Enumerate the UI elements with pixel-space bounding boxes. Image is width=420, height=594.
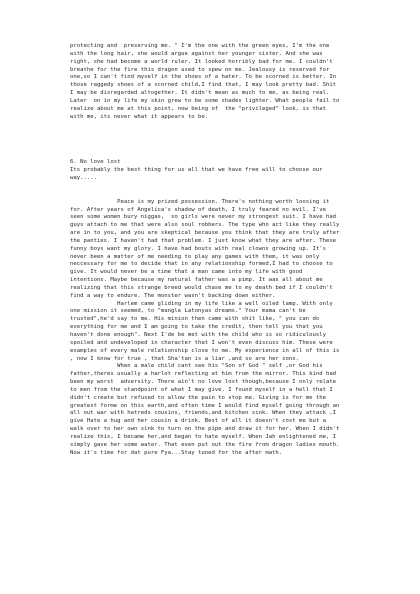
text-line: one mission it seemed, to "mangle Latonyas dreams." Your mama can't be (70, 308, 306, 315)
text-line: for. After years of Angelica's shadow of death, I truly feared no evil. I've (70, 206, 326, 213)
text-line: one,so I can't find myself in the shoes of a hater. To be scorned is better. In (70, 74, 337, 81)
text-line: realize this, I became her,and began to hate myself. When Jah enlightened me, I (70, 433, 337, 440)
text-line: I may be disregarded altogether. It didn't mean as much to me, as being real. (70, 90, 330, 97)
text-line: those raggedy shoes of a scorned child,I find that, I may look pretty bad. Shit (70, 82, 337, 89)
paragraph-gap (70, 191, 400, 199)
section-1-body (70, 43, 400, 121)
text-line: seen some women bury niggas, so girls were never my strongest suit. I have had (70, 214, 337, 221)
section-gap (70, 121, 400, 159)
text-line: with me, its never what it appears to be. (70, 113, 209, 120)
text-line: find a way to endure. The monster wasn't backing down either. (70, 292, 276, 299)
text-line: give. It would never be a time that a man came into my life with good (70, 269, 303, 276)
text-line: are in to you, and you are skeptical because you think that they are truly after (70, 230, 340, 237)
text-line: walk over to her own sink to turn on the pipe and draw it for her. When I didn't (70, 426, 340, 433)
text-line: way..... (70, 175, 97, 182)
text-line: , now I know for true , that Sha'tan is a liar ,and so are her sons. (70, 355, 300, 362)
text-line: Peace is my prized possession. There's nothing worth loosing it (70, 198, 330, 205)
text-line: Later on in my life my skin grew to be some shades lighter. What people fail to (70, 97, 340, 104)
text-line: greatest forme on this earth,and often time I would find myself going through an (70, 402, 340, 409)
text-line: neccessary for me to decide that in any relationship formed,I had to choose to (70, 261, 333, 268)
text-line: intentions. Maybe because my natural father was a pimp. It was all about me (70, 277, 323, 284)
text-line: realizing that this strange breed would chase me to my death bed if I couldn't (70, 284, 333, 291)
section-2-body (70, 199, 400, 458)
text-line: been my worst adversity. There ain't no love lost though,because I only relate (70, 379, 337, 386)
text-line: never been a matter of me needing to play any games with them, it was only (70, 253, 320, 260)
text-line: Now it's time for dat pure Fya...Stay tuned for the after math. (70, 449, 283, 456)
text-line: When a male child cant see his "Son of God " self ,or God his (70, 363, 323, 370)
chapter-intro (70, 167, 400, 183)
text-line: examples of every male relationship close to me. My experience in all of this is (70, 347, 340, 354)
text-line: right, she had become a world ruler. It looked horribly bad for me. I couldn't (70, 58, 333, 65)
text-line: simply gave her some water. That even put out the fire from dragon ladies mouth. (70, 441, 340, 448)
text-line: breathe for the fire this dragon used to spew on me. Jealousy is reserved for (70, 66, 330, 73)
text-line: didn't create but refused to allow the pain to stop me. Giving is for me the (70, 394, 326, 401)
text-line: protecting and preserving me. " I'm the one with the green eyes, I'm the one (70, 43, 330, 49)
text-line: with the long hair, she would argue against her younger sister. And she was (70, 50, 323, 57)
text-line: give Hate a hug and her cousin a drink. Best of all it doesn't cost me but a (70, 418, 326, 425)
text-line: Harlem came gliding in my life like a well oiled lamp. With only (70, 300, 333, 307)
paragraph-gap (70, 183, 400, 191)
text-line: all out war with hatreds cousins, friends,and kitchen sink. When they attack ,I (70, 410, 337, 417)
text-line: guys attach to me that were also soul robbers. The type who act like they really (70, 222, 340, 229)
text-line: everything for me and I am going to take the credit, then tell you that you (70, 324, 323, 331)
text-line: realize about me at this point, now being of the "privileged" look, is that (70, 105, 326, 112)
text-line: funny boys want my glory. I have had bouts with real clowns growing up. It's (70, 245, 326, 252)
text-line: the panties. I haven't had that problem. I just know what they are after. These (70, 237, 337, 244)
text-line: spoiled and undeveloped in character that I won't even discuss him. These were (70, 339, 333, 346)
text-line: haven't done enough". Next I'de be met with the child who is so ridiculously (70, 332, 326, 338)
text-line: trusted",he'd say to me. His minion then came with shit like, " you can do (70, 316, 320, 323)
chapter-heading: 6. No love lost (70, 159, 121, 166)
text-line: Its probably the best thing for us all that we have free will to choose our (70, 167, 323, 174)
text-line: to men from the standpoint of what I may give. I found myself in a hell that I (70, 386, 333, 393)
text-line: father,theres usually a harlot reflecting at him from the mirror. This kind had (70, 371, 337, 378)
